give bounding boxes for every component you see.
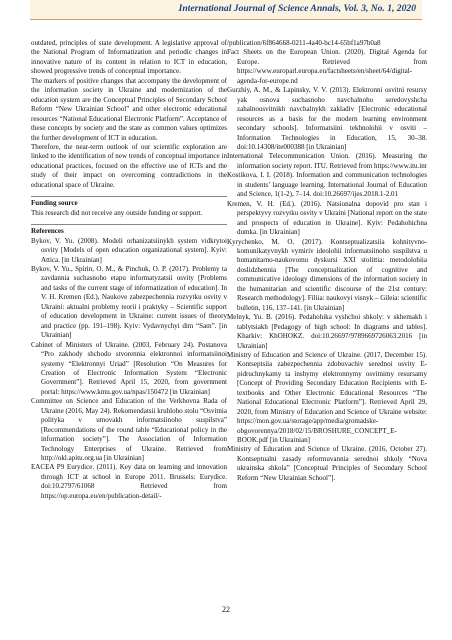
reference-item: Cabinet of Ministers of Ukraine. (2003, February 24). Postanova “Pro zakhody shchodo stvorennia elektronnoi informatsiinoi systemy “Elektronnyi Uriad” [Resolution “On Measures for Creation of Electronic Information System “Electronic Government”]. Retrieved April 15, 2020, from government portal: https://www.kmu.gov.ua/npas/150472 [in Ukrainian] — [31, 340, 227, 396]
references-title: References — [31, 227, 64, 236]
reference-item: Fact Sheets on the European Union. (2020). Digital Agenda for Europe. Retrieved from https://www.europarl.europa.eu/factsheets/en/sheet/64/digital-agenda-for-europe.nd — [227, 48, 427, 85]
reference-item: /publication/6f864668-0211-4a40-bc14-65bf1a97b0a8 — [227, 39, 381, 47]
reference-item: EACEA P9 Eurydice. (2011). Key data on learning and innovation through ICT at school in Europe 2011. Brussels: Eurydice. doi:10.2797/61068 Retrieved from https://op.europa.eu/en/publication-detail/- — [31, 463, 227, 500]
left-column — [31, 39, 227, 501]
reference-item: Melnyk, Yu. B. (2016). Pedahohika vyshchoi shkoly: v skhemakh i tablytsiakh [Pedagogy of high school: In diagrams and tables]. Kharkiv: KhOHOKZ. doi:10.26697/9789669726063.2016 [in Ukrainian] — [227, 313, 427, 350]
page-number: 22 — [222, 605, 230, 614]
reference-item: Bykov, V. Yu. (2008). Modeli orhanizatsiinykh system vidkrytoi osvity [Models of open education organizational system]. Kyiv: Attica. [in Ukrainian] — [31, 236, 227, 264]
reference-item: Committee on Science and Education of the Verkhovna Rada of Ukraine (2016, May 24). Rekomendatsii kruhloho stolu “Osvitnia polityka v umovakh informatsiinoho suspilstva” [Recommendations of the round table “Educational policy in the information society”]. The Association of Information Technology Enterprises of Ukraine. Retrieved from http://okl.apitu.org.ua [in Ukrainian] — [31, 397, 227, 463]
funding-title: Funding source — [31, 199, 78, 208]
reference-item: Bykov, V. Yu., Spirin, O. M., & Pinchuk, O. P. (2017). Problemy ta zavdannia suchasnoho etapu informatyzatsii osvity [Problems and tasks of the current stage of informatization of education]. In V. H. Kremen (Ed.), Naukove zabezpechennia rozvytku osvity v Ukraini: aktualni problemy teorii i praktyky – Scientific support of education development in Ukraine: current issues of theory and practice (pp. 191–198). Kyiv: Vydavnychyi dim “Sam”. [in Ukrainian] — [31, 264, 227, 340]
section-divider — [31, 196, 227, 197]
journal-header — [30, 0, 422, 20]
reference-item: Kostikova, I. I. (2018). Information and communication technologies in students’ language learning. International Journal of Education and Science, 1(1-2), 7–14. doi:10.26697/ijes.2018.1-2.01 — [227, 171, 427, 199]
reference-item: Kremen, V. H. (Ed.). (2016). Natsionalna dopovid pro stan i perspektyvy rozvytku osvity v Ukraini [National report on the state and prospects of education in Ukraine]. Kyiv: Pedahohichna dumka. [in Ukrainian] — [227, 199, 427, 237]
funding-text: This research did not receive any outside funding or support. — [31, 208, 203, 217]
reference-item: Ministry of Education and Science of Ukraine. (2016, October 27). Kontseptualni zasady reformuvannia serednoi shkoly “Nova ukrainska shkola” [Conceptual Principles of Secondary School Reform “New Ukrainian School”]. — [227, 445, 427, 482]
reference-item: Ministry of Education and Science of Ukraine. (2017, December 15). Kontseptsiia zabezpechennia zdobuvachiv serednoi osvity E-pidruchnykamy ta inshymy elektronnymy osvitnimy resursamy [Concept of Providing Secondary Education Recipients with E-textbooks and Other Electronic Educational Resources “The National Educational Electronic Platform”]. Retrieved April 29, 2020, from Ministry of Education and Science of Ukraine website: https://mon.gov.ua/storage/app/media/gromadske-obgovorennya/2018/02/15/BROSHURE_CONCEPT_E-BOOK.pdf [in Ukrainian] — [227, 350, 427, 445]
body-paragraph: outdated, principles of state development. A legislative approval of the National Program of Informatization and periodic changes in innovative nature of its content in relation to ICT in education, showed progressive trends of conceptual importance. — [31, 39, 227, 76]
body-paragraph: The markers of positive changes that accompany the development of the information society in Ukraine and modernization of the education system are the Conceptual Principles of Secondary School Reform “New Ukrainian School” and other electronic educational resources “National Educational Electronic Platform”. Acceptance of these concepts by society and the state as common values optimizes the further development of ICT in education. — [31, 76, 227, 142]
body-paragraph: Therefore, the near-term outlook of our scientific exploration are linked to the identification of new trends of conceptual importance in educational practices, focused on the effective use of ICTs and the study of their impact on overcoming contradictions in the educational space of Ukraine. — [31, 142, 227, 189]
section-divider — [31, 224, 227, 225]
right-column — [227, 39, 427, 483]
reference-item: International Telecommunication Union. (2016). Measuring the information society report. ITU. Retrieved from https://www.itu.int — [227, 152, 427, 170]
journal-title: International Journal of Science Annals, Vol. 3, No. 1, 2020 — [178, 3, 416, 14]
reference-item: Kyrychenko, M. O. (2017). Kontseptualizatsiia kohnityvno-komunikatyvnykh vymiriv ideolohii informatsiinoho suspilstva u humanitarno-naukovomu dyskursi XXI stolittia: metodolohiia doslidzhennia [The conceptualization of cognitive and communicative ideology dimensions of the information society in the humanitarian and scientific discourse of the 21st century: Research methodology]. Filiia: naukovyi visnyk – Gileia: scientific bulletin, 116, 137–141. [in Ukrainian] — [227, 237, 427, 312]
reference-item: Gurzhiy, A. M., & Lapinsky, V. V. (2013). Elektronni osvitni resursy yak osnova suchasnoho navchalnoho seredovyshcha zahalnoosvitnikh navchalnykh zakladiv [Electronic educational resources as a basis for the modern learning environment secondary schools]. Informatsiini tekhnolohii v osviti – Information Technologies in Education, 15, 30–38. doi:10.14308/ite000388 [in Ukrainian] — [227, 86, 427, 151]
